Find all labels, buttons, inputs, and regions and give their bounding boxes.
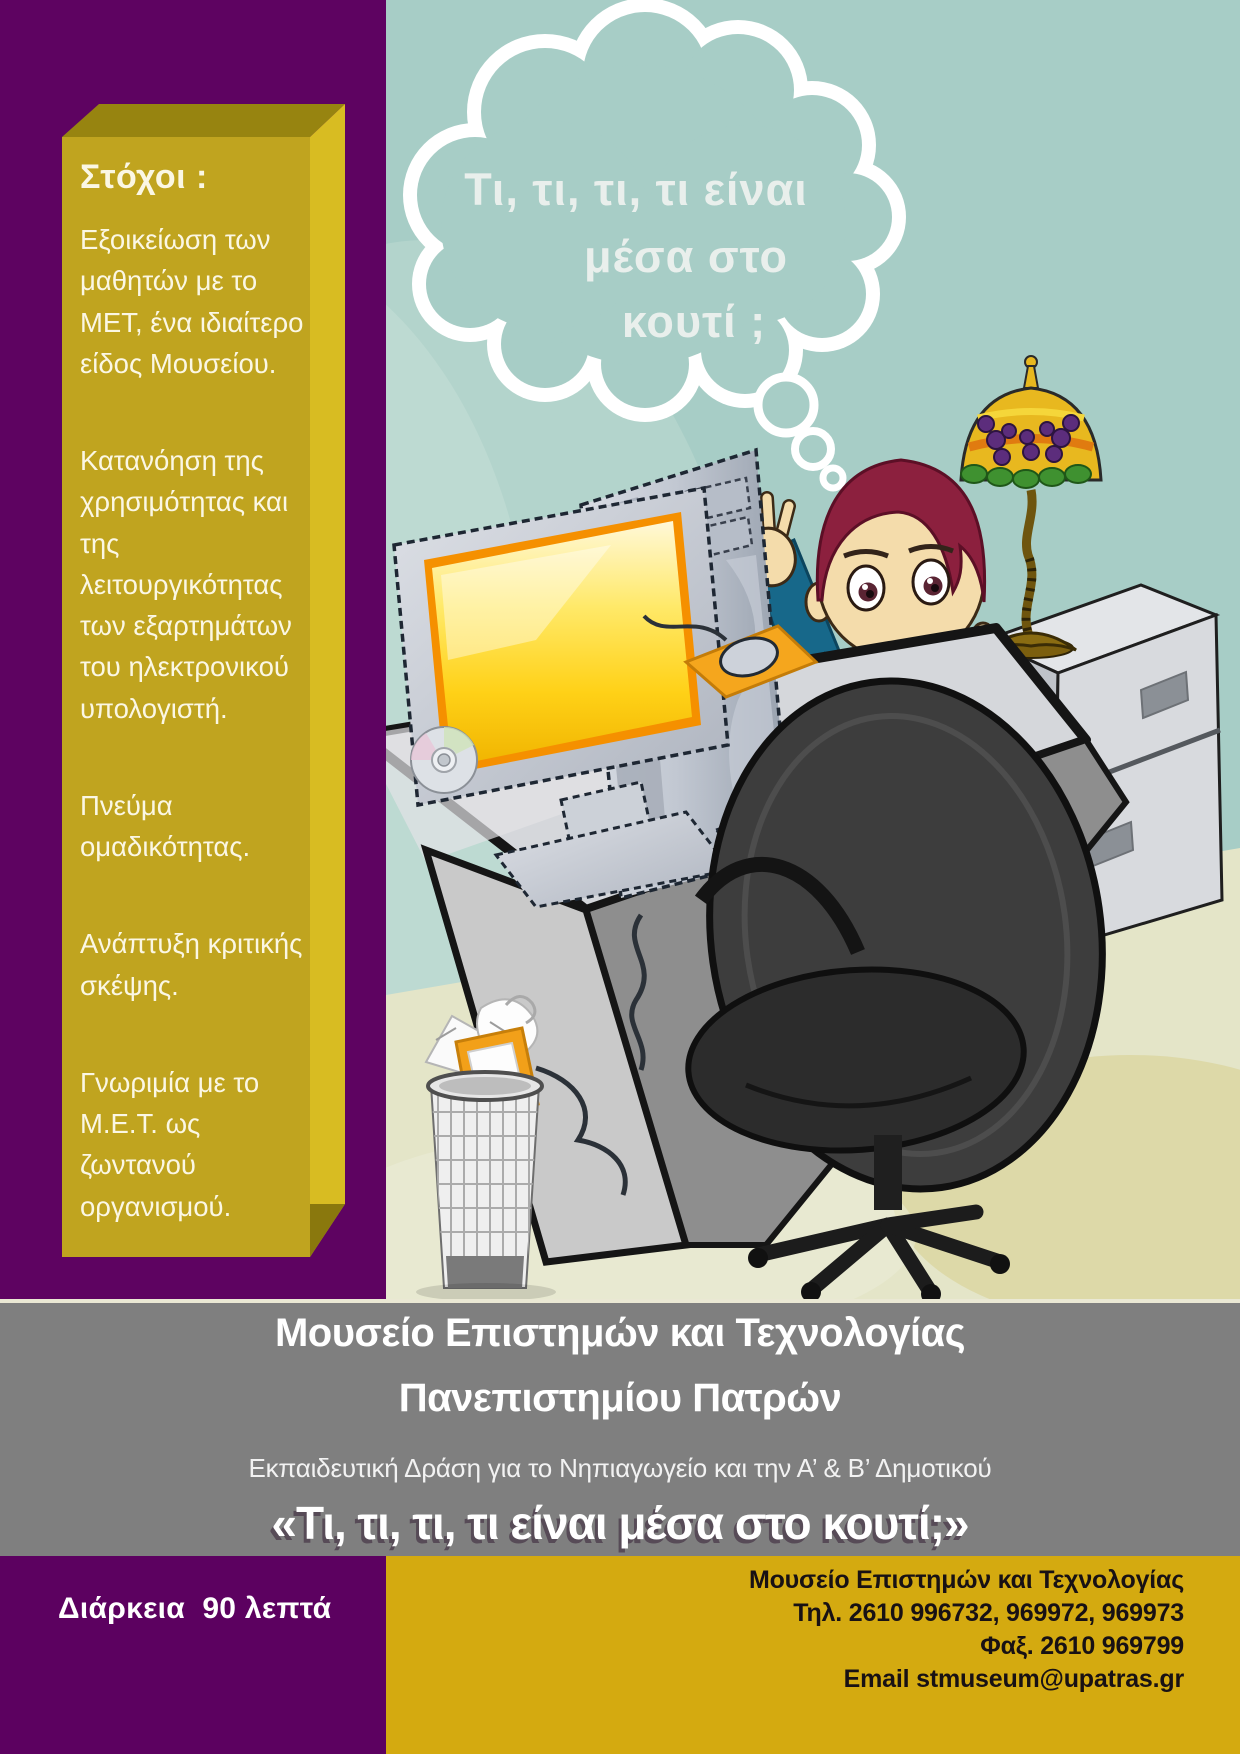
illustration-scene (386, 0, 1240, 1299)
activity-subtitle: Εκπαιδευτική Δράση για το Νηπιαγωγείο και την Α’ & Β’ Δημοτικού (248, 1453, 992, 1483)
goals-list (80, 158, 318, 1227)
contact-block (386, 1556, 1240, 1754)
title-band (0, 1299, 1240, 1556)
bubble-trail-circle (823, 468, 843, 488)
museum-title-line1: Μουσείο Επιστημών και Τεχνολογίας (274, 1311, 966, 1355)
bubble-text-line: κουτί ; (621, 296, 767, 347)
goals-heading: Στόχοι : (80, 158, 208, 196)
goal-item: Πνεύμα ομαδικότητας. (80, 789, 251, 862)
duration-block (0, 1556, 386, 1754)
sidebar (0, 0, 386, 1299)
bubble-text-line: Τι, τι, τι, τι είναι (464, 164, 808, 215)
activity-title: «Τι, τι, τι, τι είναι μέσα στο κουτί;» (271, 1497, 969, 1549)
bubble-text-line: μέσα στο (584, 231, 788, 282)
contact-org-name: Μουσείο Επιστημών και Τεχνολογίας (748, 1566, 1184, 1594)
contact-fax: Φαξ. 2610 969799 (980, 1632, 1184, 1660)
cartoon-illustration (386, 0, 1240, 1299)
goal-item: Κατανόηση της χρησιμότητας και της λειτουργικότητας των εξαρτημάτων του ηλεκτρονικού υπολογιστή. (80, 445, 292, 724)
duration-text: Διάρκεια 90 λεπτά (58, 1592, 332, 1625)
museum-title-line2: Πανεπιστημίου Πατρών (398, 1376, 842, 1420)
goal-item: Γνωριμία με το Μ.Ε.Τ. ως ζωντανού οργανισμού. (80, 1066, 260, 1222)
goal-item: Ανάπτυξη κριτικής σκέψης. (80, 928, 303, 1001)
footer (0, 1556, 1240, 1754)
contact-phone: Τηλ. 2610 996732, 969972, 969973 (793, 1599, 1184, 1627)
contact-email: Email stmuseum@upatras.gr (843, 1665, 1184, 1693)
bubble-trail-circle (758, 377, 814, 433)
goal-item: Εξοικείωση των μαθητών με το ΜΕΤ, ένα ιδιαίτερο είδος Μουσείου. (80, 224, 304, 379)
cd-disc-illustration (411, 727, 477, 793)
bubble-trail-circle (795, 431, 831, 467)
